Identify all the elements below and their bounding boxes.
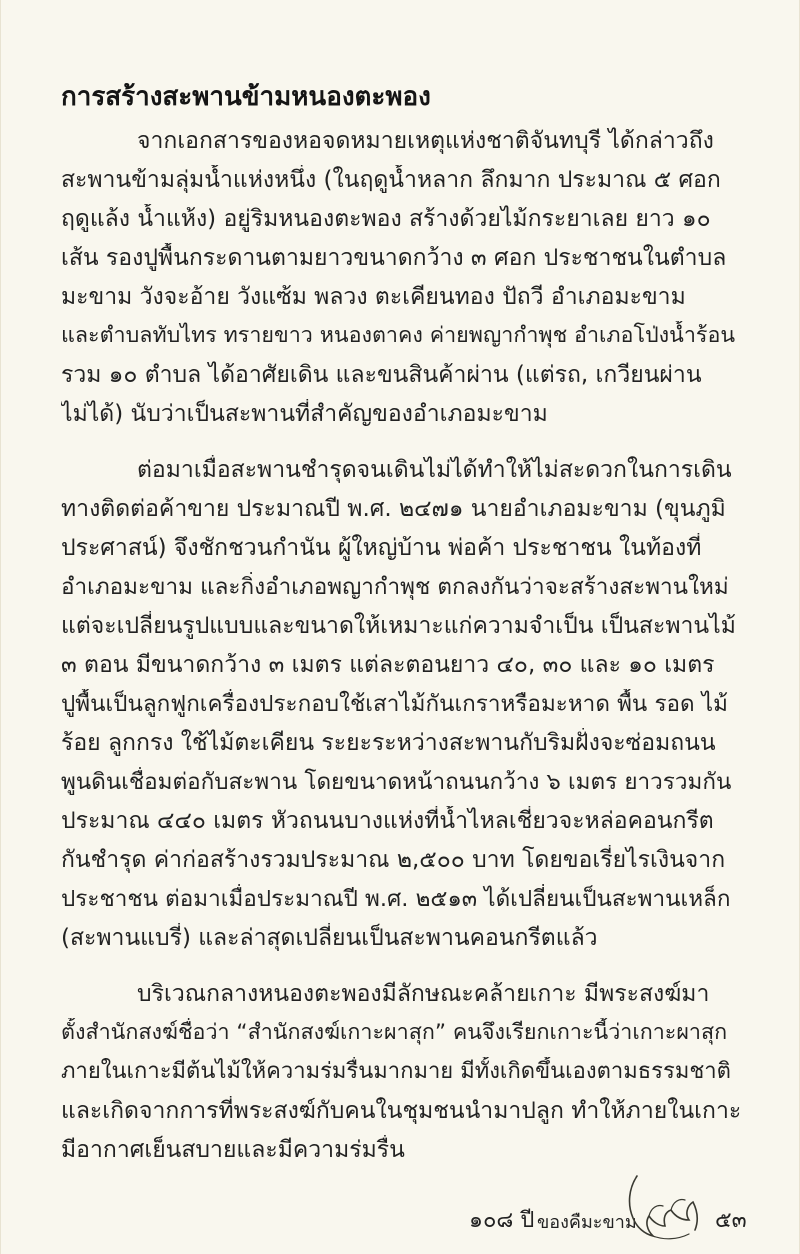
paragraph-2-line-6: ๓ ตอน มีขนาดกว้าง ๓ เมตร แต่ละตอนยาว ๔๐, ๓๐ และ ๑๐ เมตร [61, 652, 715, 678]
paragraph-2-line-12: ประชาชน ต่อมาเมื่อประมาณปี พ.ศ. ๒๕๑๓ ได้เปลี่ยนเป็นสะพานเหล็ก [61, 886, 731, 912]
paragraph-2-line-13: (สะพานแบรี่) และล่าสุดเปลี่ยนเป็นสะพานคอนกรีตแล้ว [61, 925, 598, 951]
paragraph-2-line-2: ทางติดต่อค้าขาย ประมาณปี พ.ศ. ๒๔๗๑ นายอำเภอมะขาม (ขุนภูมิ [61, 496, 726, 522]
paragraph-1-line-5: มะขาม วังจะอ้าย วังแซ้ม พลวง ตะเคียนทอง ปัถวี อำเภอมะขาม [61, 284, 686, 310]
paragraph-2-line-7: ปูพื้นเป็นลูกฟูกเครื่องประกอบใช้เสาไม้กันเกราหรือมะหาด พื้น รอด ไม้ [61, 691, 728, 717]
paragraph-1-line-1: จากเอกสารของหอจดหมายเหตุแห่งชาติจันทบุรี ได้กล่าวถึง [137, 128, 714, 154]
paragraph-2-line-11: กันชำรุด ค่าก่อสร้างรวมประมาณ ๒,๕๐๐ บาท โดยขอเรี่ยไรเงินจาก [61, 847, 726, 873]
paragraph-1-line-3: ฤดูแล้ง น้ำแห้ง) อยู่ริมหนองตะพอง สร้างด้วยไม้กระยาเลย ยาว ๑๐ [61, 206, 711, 232]
paragraph-1-line-8: ไม่ได้) นับว่าเป็นสะพานที่สำคัญของอำเภอมะขาม [61, 401, 548, 427]
paragraph-1-line-6: และตำบลทับไทร ทรายขาว หนองตาคง ค่ายพญากำพุช อำเภอโป่งน้ำร้อน [61, 323, 736, 348]
footer-book-title-number: ๑๐๘ ปี [469, 1208, 535, 1233]
paragraph-1-line-4: เส้น รองปูพื้นกระดานตามยาวขนาดกว้าง ๓ ศอก ประชาชนในตำบล [61, 245, 727, 271]
paragraph-2-line-8: ร้อย ลูกกรง ใช้ไม้ตะเคียน ระยะระหว่างสะพานกับริมฝั่งจะซ่อมถนน [61, 730, 716, 756]
paragraph-2-line-3: ประศาสน์) จึงชักชวนกำนัน ผู้ใหญ่บ้าน พ่อค้า ประชาชน ในท้องที่ [61, 535, 702, 561]
paragraph-3-line-1: บริเวณกลางหนองตะพองมีลักษณะคล้ายเกาะ มีพระสงฆ์มา [137, 981, 710, 1007]
page-number: ๕๓ [715, 1208, 747, 1233]
paragraph-3-line-5: มีอากาศเย็นสบายและมีความร่มรื่น [61, 1137, 405, 1163]
paragraph-1-line-2: สะพานข้ามลุ่มน้ำแห่งหนึ่ง (ในฤดูน้ำหลาก ลึกมาก ประมาณ ๕ ศอก [61, 167, 721, 193]
footer-book-title-text: ของคืมะขาม [537, 1212, 637, 1233]
paragraph-2-line-9: พูนดินเชื่อมต่อกับสะพาน โดยขนาดหน้าถนนกว้าง ๖ เมตร ยาวรวมกัน [61, 769, 732, 795]
paragraph-2-line-4: อำเภอมะขาม และกิ่งอำเภอพญากำพุช ตกลงกันว่าจะสร้างสะพานใหม่ [61, 574, 729, 600]
paragraph-2-line-5: แต่จะเปลี่ยนรูปแบบและขนาดให้เหมาะแก่ความจำเป็น เป็นสะพานไม้ [61, 613, 736, 639]
paragraph-3-line-2: ตั้งสำนักสงฆ์ชื่อว่า “สำนักสงฆ์เกาะผาสุก” คนจึงเรียกเกาะนี้ว่าเกาะผาสุก [61, 1020, 728, 1045]
page-title: การสร้างสะพานข้ามหนองตะพอง [61, 82, 431, 112]
paragraph-3-line-3: ภายในเกาะมีต้นไม้ให้ความร่มรื่นมากมาย มีทั้งเกิดขึ้นเองตามธรรมชาติ [61, 1059, 731, 1084]
paragraph-3-line-4: และเกิดจากการที่พระสงฆ์กับคนในชุมชนนำมาปลูก ทำให้ภายในเกาะ [61, 1098, 741, 1124]
paragraph-1-line-7: รวม ๑๐ ตำบล ได้อาศัยเดิน และขนสินค้าผ่าน (แต่รถ, เกวียนผ่าน [61, 362, 702, 388]
seal-drawing-icon [619, 1168, 709, 1248]
paragraph-2-line-10: ประมาณ ๔๔๐ เมตร หัวถนนบางแห่งที่น้ำไหลเชี่ยวจะหล่อคอนกรีต [61, 808, 714, 834]
paragraph-2-line-1: ต่อมาเมื่อสะพานชำรุดจนเดินไม่ได้ทำให้ไม่สะดวกในการเดิน [137, 457, 732, 483]
